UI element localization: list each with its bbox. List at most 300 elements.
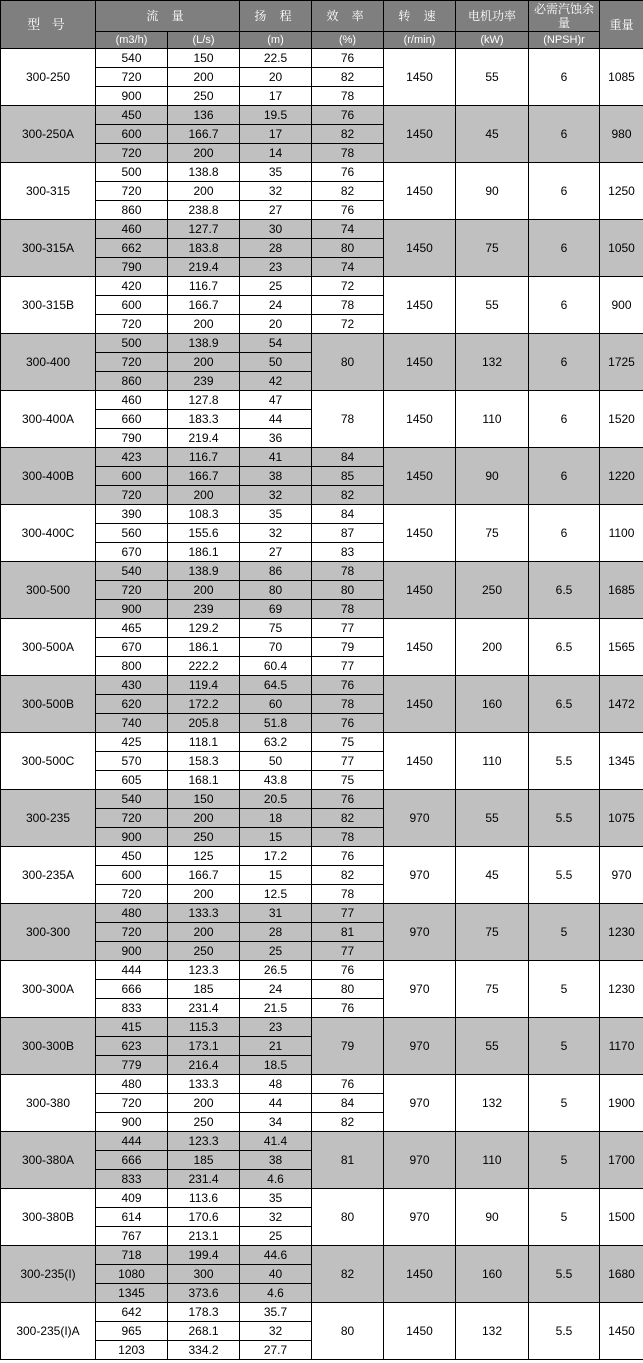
flow-ls-cell: 186.1 [168, 638, 240, 657]
flow-ls-cell: 138.8 [168, 163, 240, 182]
efficiency-cell: 82 [312, 125, 384, 144]
flow-ls-cell: 125 [168, 847, 240, 866]
model-cell: 300-500 [1, 562, 96, 619]
flow-ls-cell: 231.4 [168, 1170, 240, 1189]
table-row [1, 733, 643, 752]
speed-cell: 970 [384, 1132, 456, 1189]
table-row [1, 277, 643, 296]
flow-m3h-cell: 480 [96, 904, 168, 923]
flow-ls-cell: 133.3 [168, 1075, 240, 1094]
motor-power-unit: (kW) [456, 32, 529, 49]
efficiency-cell: 76 [312, 676, 384, 695]
npsh-cell: 6.5 [529, 562, 600, 619]
head-cell: 23 [240, 1018, 312, 1037]
flow-m3h-cell: 600 [96, 125, 168, 144]
head-cell: 32 [240, 1322, 312, 1341]
flow-ls-cell: 200 [168, 182, 240, 201]
flow-ls-cell: 250 [168, 942, 240, 961]
head-cell: 35 [240, 505, 312, 524]
head-cell: 25 [240, 1227, 312, 1246]
flow-ls-cell: 300 [168, 1265, 240, 1284]
efficiency-cell: 76 [312, 49, 384, 68]
flow-ls-cell: 222.2 [168, 657, 240, 676]
flow-m3h-cell: 718 [96, 1246, 168, 1265]
model-cell: 300-235 [1, 790, 96, 847]
flow-m3h-cell: 779 [96, 1056, 168, 1075]
speed-cell: 970 [384, 1018, 456, 1075]
flow-m3h-cell: 670 [96, 638, 168, 657]
head-cell: 14 [240, 144, 312, 163]
flow-m3h-cell: 560 [96, 524, 168, 543]
model-cell: 300-250A [1, 106, 96, 163]
model-cell: 300-380A [1, 1132, 96, 1189]
efficiency-cell: 81 [312, 1132, 384, 1189]
flow-m3h-cell: 444 [96, 1132, 168, 1151]
flow-m3h-cell: 500 [96, 163, 168, 182]
speed-cell: 970 [384, 961, 456, 1018]
model-cell: 300-315 [1, 163, 96, 220]
efficiency-cell: 72 [312, 315, 384, 334]
weight-header: 重量 [600, 1, 643, 49]
motor-power-header: 电机功率 [456, 1, 529, 32]
head-cell: 48 [240, 1075, 312, 1094]
speed-cell: 1450 [384, 220, 456, 277]
weight-cell: 1520 [600, 391, 643, 448]
speed-cell: 970 [384, 904, 456, 961]
efficiency-cell: 80 [312, 980, 384, 999]
motor-power-cell: 75 [456, 220, 529, 277]
flow-m3h-cell: 666 [96, 1151, 168, 1170]
flow-m3h-cell: 600 [96, 467, 168, 486]
table-row [1, 391, 643, 410]
flow-m3h-cell: 720 [96, 581, 168, 600]
flow-m3h-cell: 740 [96, 714, 168, 733]
speed-unit: (r/min) [384, 32, 456, 49]
flow-ls-cell: 250 [168, 1113, 240, 1132]
flow-m3h-cell: 790 [96, 258, 168, 277]
head-cell: 22.5 [240, 49, 312, 68]
efficiency-cell: 83 [312, 543, 384, 562]
model-cell: 300-235(I) [1, 1246, 96, 1303]
head-cell: 18 [240, 809, 312, 828]
weight-cell: 1050 [600, 220, 643, 277]
weight-cell: 1075 [600, 790, 643, 847]
head-cell: 20.5 [240, 790, 312, 809]
efficiency-cell: 80 [312, 1189, 384, 1246]
head-cell: 4.6 [240, 1170, 312, 1189]
head-cell: 26.5 [240, 961, 312, 980]
motor-power-cell: 110 [456, 1132, 529, 1189]
flow-m3h-cell: 720 [96, 182, 168, 201]
speed-cell: 970 [384, 790, 456, 847]
speed-cell: 970 [384, 847, 456, 904]
flow-m3h-cell: 860 [96, 201, 168, 220]
flow-ls-cell: 136 [168, 106, 240, 125]
head-cell: 17 [240, 125, 312, 144]
flow-m3h-cell: 900 [96, 828, 168, 847]
head-cell: 24 [240, 296, 312, 315]
head-cell: 32 [240, 1208, 312, 1227]
model-cell: 300-315B [1, 277, 96, 334]
flow-ls-cell: 119.4 [168, 676, 240, 695]
npsh-cell: 6.5 [529, 619, 600, 676]
head-cell: 70 [240, 638, 312, 657]
table-row [1, 163, 643, 182]
flow-m3h-cell: 833 [96, 999, 168, 1018]
npsh-cell: 5.5 [529, 1303, 600, 1360]
head-cell: 42 [240, 372, 312, 391]
efficiency-cell: 75 [312, 771, 384, 790]
flow-ls-cell: 150 [168, 790, 240, 809]
flow-ls-cell: 199.4 [168, 1246, 240, 1265]
efficiency-cell: 78 [312, 828, 384, 847]
flow-header: 流 量 [96, 1, 240, 32]
flow-m3h-cell: 720 [96, 315, 168, 334]
model-header: 型 号 [1, 1, 96, 49]
flow-m3h-cell: 1080 [96, 1265, 168, 1284]
head-cell: 15 [240, 828, 312, 847]
flow-ls-cell: 150 [168, 49, 240, 68]
head-cell: 47 [240, 391, 312, 410]
weight-cell: 1345 [600, 733, 643, 790]
head-cell: 34 [240, 1113, 312, 1132]
head-cell: 51.8 [240, 714, 312, 733]
head-header: 扬 程 [240, 1, 312, 32]
head-cell: 20 [240, 68, 312, 87]
weight-cell: 1170 [600, 1018, 643, 1075]
efficiency-cell: 77 [312, 657, 384, 676]
model-cell: 300-235A [1, 847, 96, 904]
model-cell: 300-400C [1, 505, 96, 562]
flow-m3h-cell: 720 [96, 68, 168, 87]
flow-m3h-cell: 480 [96, 1075, 168, 1094]
flow-m3h-cell: 720 [96, 885, 168, 904]
table-row [1, 1075, 643, 1094]
flow-m3h-cell: 800 [96, 657, 168, 676]
motor-power-cell: 45 [456, 847, 529, 904]
efficiency-cell: 78 [312, 391, 384, 448]
speed-cell: 970 [384, 1075, 456, 1132]
flow-m3h-cell: 670 [96, 543, 168, 562]
efficiency-cell: 84 [312, 505, 384, 524]
flow-ls-cell: 173.1 [168, 1037, 240, 1056]
head-cell: 36 [240, 429, 312, 448]
efficiency-cell: 82 [312, 486, 384, 505]
weight-cell: 1565 [600, 619, 643, 676]
head-cell: 38 [240, 1151, 312, 1170]
efficiency-cell: 78 [312, 144, 384, 163]
weight-cell: 1700 [600, 1132, 643, 1189]
flow-ls-cell: 127.8 [168, 391, 240, 410]
head-cell: 54 [240, 334, 312, 353]
flow-m3h-cell: 465 [96, 619, 168, 638]
head-cell: 64.5 [240, 676, 312, 695]
table-row [1, 1018, 643, 1037]
flow-m3h-cell: 460 [96, 220, 168, 239]
head-cell: 30 [240, 220, 312, 239]
flow-ls-cell: 216.4 [168, 1056, 240, 1075]
efficiency-cell: 82 [312, 1246, 384, 1303]
flow-ls-cell: 168.1 [168, 771, 240, 790]
flow-ls-cell: 138.9 [168, 562, 240, 581]
flow-m3h-cell: 460 [96, 391, 168, 410]
head-cell: 41.4 [240, 1132, 312, 1151]
motor-power-cell: 200 [456, 619, 529, 676]
npsh-cell: 5 [529, 1075, 600, 1132]
flow-m3h-cell: 790 [96, 429, 168, 448]
table-row [1, 448, 643, 467]
npsh-cell: 6 [529, 334, 600, 391]
weight-cell: 1472 [600, 676, 643, 733]
flow-ls-cell: 178.3 [168, 1303, 240, 1322]
flow-m3h-cell: 900 [96, 942, 168, 961]
flow-m3h-cell: 600 [96, 296, 168, 315]
head-cell: 40 [240, 1265, 312, 1284]
speed-cell: 1450 [384, 49, 456, 106]
head-cell: 43.8 [240, 771, 312, 790]
flow-ls-cell: 250 [168, 87, 240, 106]
head-cell: 12.5 [240, 885, 312, 904]
motor-power-cell: 75 [456, 505, 529, 562]
head-cell: 32 [240, 486, 312, 505]
flow-m3h-cell: 900 [96, 1113, 168, 1132]
motor-power-cell: 132 [456, 1075, 529, 1132]
speed-cell: 1450 [384, 562, 456, 619]
flow-m3h-cell: 720 [96, 809, 168, 828]
model-cell: 300-500A [1, 619, 96, 676]
flow-ls-cell: 219.4 [168, 258, 240, 277]
flow-m3h-cell: 620 [96, 695, 168, 714]
flow-m3h-cell: 605 [96, 771, 168, 790]
table-row [1, 334, 643, 353]
flow-ls-cell: 200 [168, 353, 240, 372]
table-row [1, 1189, 643, 1208]
npsh-header: 必需汽蚀余量 [529, 1, 600, 32]
flow-m3h-cell: 642 [96, 1303, 168, 1322]
table-row [1, 676, 643, 695]
motor-power-cell: 55 [456, 1018, 529, 1075]
header-row [1, 1, 643, 32]
weight-cell: 900 [600, 277, 643, 334]
flow-m3h-cell: 540 [96, 49, 168, 68]
motor-power-cell: 90 [456, 448, 529, 505]
flow-ls-cell: 231.4 [168, 999, 240, 1018]
model-cell: 300-400 [1, 334, 96, 391]
units-row [1, 32, 643, 49]
head-cell: 28 [240, 239, 312, 258]
model-cell: 300-400A [1, 391, 96, 448]
weight-cell: 1100 [600, 505, 643, 562]
motor-power-cell: 75 [456, 904, 529, 961]
flow-ls-cell: 185 [168, 980, 240, 999]
motor-power-cell: 55 [456, 277, 529, 334]
flow-ls-cell: 250 [168, 828, 240, 847]
npsh-cell: 6 [529, 391, 600, 448]
weight-cell: 1685 [600, 562, 643, 619]
model-cell: 300-380B [1, 1189, 96, 1246]
flow-ls-cell: 123.3 [168, 1132, 240, 1151]
head-cell: 50 [240, 752, 312, 771]
flow-ls-cell: 200 [168, 144, 240, 163]
flow-m3h-cell: 409 [96, 1189, 168, 1208]
flow-m3h-cell: 720 [96, 353, 168, 372]
motor-power-cell: 55 [456, 49, 529, 106]
flow-ls-cell: 183.8 [168, 239, 240, 258]
npsh-cell: 6 [529, 220, 600, 277]
table-row [1, 847, 643, 866]
flow-m3h-cell: 614 [96, 1208, 168, 1227]
table-row [1, 562, 643, 581]
efficiency-cell: 81 [312, 923, 384, 942]
efficiency-cell: 78 [312, 87, 384, 106]
flow-ls-cell: 239 [168, 600, 240, 619]
efficiency-cell: 80 [312, 581, 384, 600]
table-row [1, 961, 643, 980]
motor-power-cell: 160 [456, 1246, 529, 1303]
table-row [1, 1303, 643, 1322]
efficiency-cell: 78 [312, 885, 384, 904]
speed-header: 转 速 [384, 1, 456, 32]
head-cell: 17 [240, 87, 312, 106]
weight-cell: 980 [600, 106, 643, 163]
model-cell: 300-400B [1, 448, 96, 505]
head-cell: 27.7 [240, 1341, 312, 1360]
npsh-cell: 5 [529, 904, 600, 961]
npsh-cell: 6.5 [529, 676, 600, 733]
flow-ls-cell: 373.6 [168, 1284, 240, 1303]
efficiency-cell: 78 [312, 695, 384, 714]
flow-ls-cell: 138.9 [168, 334, 240, 353]
motor-power-cell: 132 [456, 1303, 529, 1360]
efficiency-cell: 80 [312, 239, 384, 258]
flow-m3h-cell: 900 [96, 600, 168, 619]
efficiency-unit: (%) [312, 32, 384, 49]
speed-cell: 1450 [384, 619, 456, 676]
efficiency-cell: 76 [312, 961, 384, 980]
flow-m3h-cell: 833 [96, 1170, 168, 1189]
head-cell: 60 [240, 695, 312, 714]
motor-power-cell: 75 [456, 961, 529, 1018]
efficiency-cell: 72 [312, 277, 384, 296]
efficiency-cell: 76 [312, 999, 384, 1018]
efficiency-cell: 75 [312, 733, 384, 752]
flow-ls-cell: 268.1 [168, 1322, 240, 1341]
efficiency-cell: 77 [312, 942, 384, 961]
motor-power-cell: 110 [456, 391, 529, 448]
head-cell: 31 [240, 904, 312, 923]
flow-ls-cell: 186.1 [168, 543, 240, 562]
efficiency-cell: 85 [312, 467, 384, 486]
flow-m3h-cell: 500 [96, 334, 168, 353]
head-cell: 27 [240, 543, 312, 562]
efficiency-cell: 74 [312, 258, 384, 277]
efficiency-cell: 77 [312, 752, 384, 771]
weight-cell: 1450 [600, 1303, 643, 1360]
efficiency-cell: 78 [312, 600, 384, 619]
head-cell: 35 [240, 163, 312, 182]
head-cell: 25 [240, 277, 312, 296]
flow-m3h-unit: (m3/h) [96, 32, 168, 49]
efficiency-cell: 77 [312, 619, 384, 638]
npsh-cell: 5.5 [529, 1246, 600, 1303]
head-cell: 44 [240, 1094, 312, 1113]
efficiency-cell: 82 [312, 809, 384, 828]
table-row [1, 904, 643, 923]
head-cell: 23 [240, 258, 312, 277]
efficiency-cell: 76 [312, 714, 384, 733]
npsh-cell: 5 [529, 1189, 600, 1246]
motor-power-cell: 110 [456, 733, 529, 790]
flow-m3h-cell: 623 [96, 1037, 168, 1056]
flow-m3h-cell: 662 [96, 239, 168, 258]
flow-ls-cell: 118.1 [168, 733, 240, 752]
head-cell: 21 [240, 1037, 312, 1056]
flow-m3h-cell: 425 [96, 733, 168, 752]
flow-ls-cell: 200 [168, 581, 240, 600]
efficiency-cell: 79 [312, 1018, 384, 1075]
flow-ls-cell: 183.3 [168, 410, 240, 429]
head-cell: 15 [240, 866, 312, 885]
flow-ls-cell: 133.3 [168, 904, 240, 923]
table-row [1, 220, 643, 239]
flow-m3h-cell: 900 [96, 87, 168, 106]
efficiency-cell: 82 [312, 68, 384, 87]
npsh-cell: 5 [529, 1018, 600, 1075]
head-cell: 35 [240, 1189, 312, 1208]
motor-power-cell: 250 [456, 562, 529, 619]
flow-ls-cell: 127.7 [168, 220, 240, 239]
weight-cell: 1085 [600, 49, 643, 106]
table-row [1, 1246, 643, 1265]
head-cell: 18.5 [240, 1056, 312, 1075]
head-cell: 25 [240, 942, 312, 961]
flow-m3h-cell: 720 [96, 486, 168, 505]
flow-m3h-cell: 767 [96, 1227, 168, 1246]
speed-cell: 1450 [384, 277, 456, 334]
npsh-unit: (NPSH)r [529, 32, 600, 49]
flow-ls-cell: 166.7 [168, 125, 240, 144]
flow-m3h-cell: 540 [96, 562, 168, 581]
weight-cell: 1725 [600, 334, 643, 391]
flow-ls-cell: 166.7 [168, 866, 240, 885]
npsh-cell: 6 [529, 106, 600, 163]
flow-m3h-cell: 720 [96, 1094, 168, 1113]
flow-ls-cell: 239 [168, 372, 240, 391]
table-row [1, 106, 643, 125]
speed-cell: 1450 [384, 505, 456, 562]
flow-m3h-cell: 390 [96, 505, 168, 524]
flow-m3h-cell: 450 [96, 847, 168, 866]
flow-m3h-cell: 420 [96, 277, 168, 296]
npsh-cell: 6 [529, 277, 600, 334]
speed-cell: 970 [384, 1189, 456, 1246]
flow-ls-cell: 155.6 [168, 524, 240, 543]
speed-cell: 1450 [384, 106, 456, 163]
table-row [1, 790, 643, 809]
speed-cell: 1450 [384, 163, 456, 220]
model-cell: 300-250 [1, 49, 96, 106]
flow-ls-cell: 200 [168, 923, 240, 942]
speed-cell: 1450 [384, 1246, 456, 1303]
table-row [1, 505, 643, 524]
flow-m3h-cell: 415 [96, 1018, 168, 1037]
speed-cell: 1450 [384, 448, 456, 505]
flow-ls-cell: 185 [168, 1151, 240, 1170]
weight-cell: 970 [600, 847, 643, 904]
head-cell: 20 [240, 315, 312, 334]
head-cell: 44 [240, 410, 312, 429]
flow-m3h-cell: 1203 [96, 1341, 168, 1360]
